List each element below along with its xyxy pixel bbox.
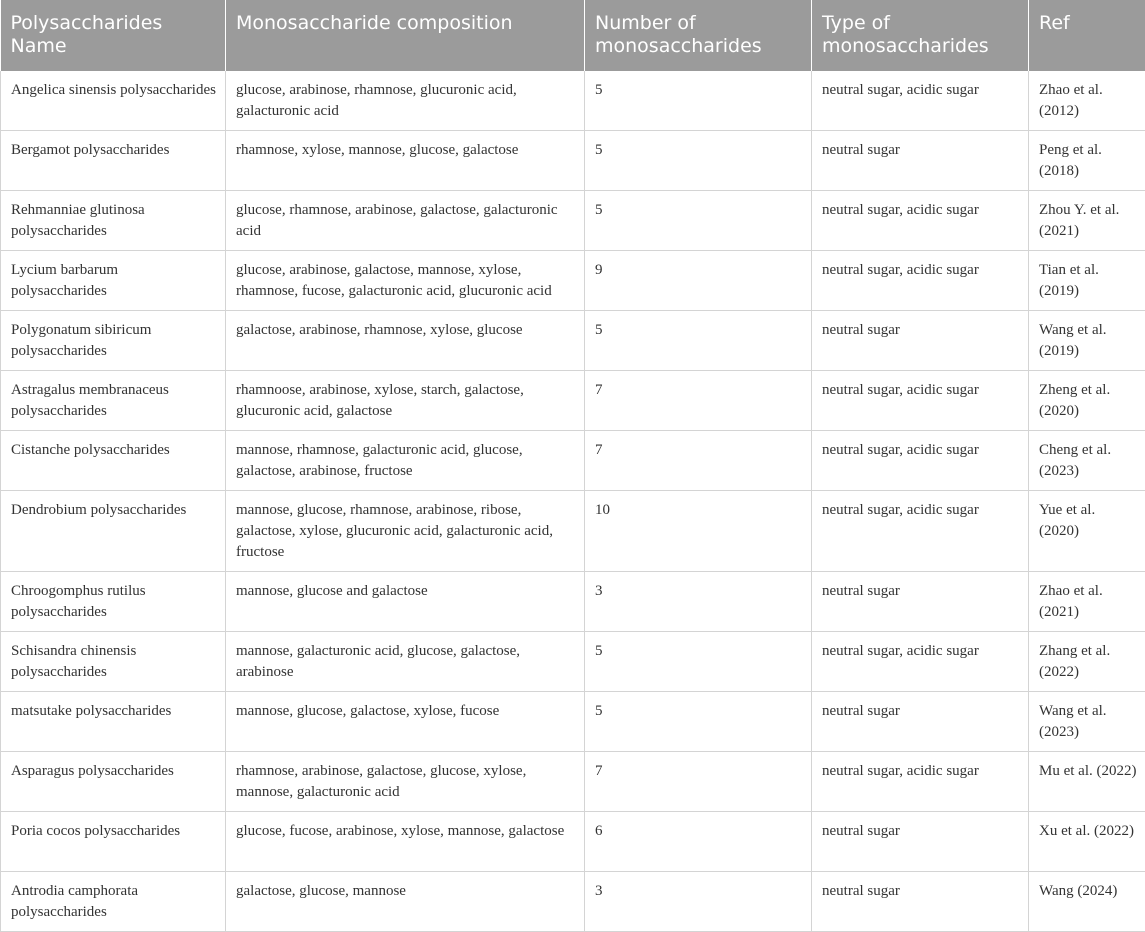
cell-type: neutral sugar (812, 311, 1029, 371)
cell-count: 7 (585, 371, 812, 431)
cell-composition: glucose, arabinose, rhamnose, glucuronic acid, galacturonic acid (226, 71, 585, 131)
cell-ref: Zhou Y. et al. (2021) (1029, 191, 1145, 251)
cell-name: Rehmanniae glutinosa polysaccharides (1, 191, 226, 251)
cell-name: Angelica sinensis polysaccharides (1, 71, 226, 131)
header-type-of-monosaccharides: Type of monosaccharides (812, 0, 1029, 71)
cell-composition: rhamnoose, arabinose, xylose, starch, galactose, glucuronic acid, galactose (226, 371, 585, 431)
cell-type: neutral sugar (812, 692, 1029, 752)
cell-name: Lycium barbarum polysaccharides (1, 251, 226, 311)
cell-ref: Wang (2024) (1029, 872, 1145, 932)
table-row (1, 191, 1145, 251)
table-row (1, 632, 1145, 692)
cell-type: neutral sugar (812, 872, 1029, 932)
cell-name: Dendrobium polysaccharides (1, 491, 226, 572)
cell-ref: Tian et al. (2019) (1029, 251, 1145, 311)
cell-name: Cistanche polysaccharides (1, 431, 226, 491)
cell-composition: glucose, fucose, arabinose, xylose, mannose, galactose (226, 812, 585, 872)
table-row (1, 692, 1145, 752)
cell-composition: rhamnose, xylose, mannose, glucose, galactose (226, 131, 585, 191)
cell-count: 5 (585, 692, 812, 752)
cell-composition: mannose, rhamnose, galacturonic acid, glucose, galactose, arabinose, fructose (226, 431, 585, 491)
table-row (1, 431, 1145, 491)
table-body (1, 71, 1145, 932)
cell-type: neutral sugar, acidic sugar (812, 491, 1029, 572)
cell-count: 7 (585, 752, 812, 812)
cell-count: 3 (585, 572, 812, 632)
cell-count: 7 (585, 431, 812, 491)
cell-count: 5 (585, 632, 812, 692)
table-row (1, 311, 1145, 371)
cell-name: Bergamot polysaccharides (1, 131, 226, 191)
table-row (1, 371, 1145, 431)
cell-type: neutral sugar, acidic sugar (812, 431, 1029, 491)
cell-ref: Wang et al. (2019) (1029, 311, 1145, 371)
table-row (1, 491, 1145, 572)
table-row (1, 251, 1145, 311)
cell-composition: glucose, rhamnose, arabinose, galactose, galacturonic acid (226, 191, 585, 251)
cell-composition: mannose, glucose, rhamnose, arabinose, ribose, galactose, xylose, glucuronic acid, galacturonic acid, fructose (226, 491, 585, 572)
cell-ref: Zhao et al. (2021) (1029, 572, 1145, 632)
cell-type: neutral sugar, acidic sugar (812, 251, 1029, 311)
cell-name: Schisandra chinensis polysaccharides (1, 632, 226, 692)
cell-ref: Mu et al. (2022) (1029, 752, 1145, 812)
table-row (1, 131, 1145, 191)
cell-name: Poria cocos polysaccharides (1, 812, 226, 872)
cell-count: 10 (585, 491, 812, 572)
table-header (1, 0, 1145, 71)
cell-ref: Zhao et al. (2012) (1029, 71, 1145, 131)
cell-ref: Zheng et al. (2020) (1029, 371, 1145, 431)
cell-composition: mannose, galacturonic acid, glucose, galactose, arabinose (226, 632, 585, 692)
cell-type: neutral sugar, acidic sugar (812, 71, 1029, 131)
header-monosaccharide-composition: Monosaccharide composition (226, 0, 585, 71)
table-row (1, 572, 1145, 632)
table-row (1, 71, 1145, 131)
cell-ref: Yue et al. (2020) (1029, 491, 1145, 572)
cell-count: 5 (585, 191, 812, 251)
cell-composition: galactose, glucose, mannose (226, 872, 585, 932)
cell-name: Asparagus polysaccharides (1, 752, 226, 812)
cell-composition: rhamnose, arabinose, galactose, glucose, xylose, mannose, galacturonic acid (226, 752, 585, 812)
cell-ref: Zhang et al. (2022) (1029, 632, 1145, 692)
cell-composition: galactose, arabinose, rhamnose, xylose, glucose (226, 311, 585, 371)
cell-count: 5 (585, 71, 812, 131)
cell-name: matsutake polysaccharides (1, 692, 226, 752)
cell-ref: Wang et al. (2023) (1029, 692, 1145, 752)
cell-count: 9 (585, 251, 812, 311)
cell-composition: mannose, glucose, galactose, xylose, fucose (226, 692, 585, 752)
cell-name: Astragalus membranaceus polysaccharides (1, 371, 226, 431)
cell-type: neutral sugar (812, 131, 1029, 191)
cell-composition: glucose, arabinose, galactose, mannose, xylose, rhamnose, fucose, galacturonic acid, glucuronic acid (226, 251, 585, 311)
cell-count: 6 (585, 812, 812, 872)
cell-ref: Cheng et al. (2023) (1029, 431, 1145, 491)
header-polysaccharides-name: Polysaccharides Name (1, 0, 226, 71)
header-ref: Ref (1029, 0, 1145, 71)
cell-type: neutral sugar, acidic sugar (812, 632, 1029, 692)
cell-count: 3 (585, 872, 812, 932)
cell-ref: Peng et al. (2018) (1029, 131, 1145, 191)
cell-type: neutral sugar, acidic sugar (812, 371, 1029, 431)
table-row (1, 752, 1145, 812)
header-number-of-monosaccharides: Number of monosaccharides (585, 0, 812, 71)
cell-name: Antrodia camphorata polysaccharides (1, 872, 226, 932)
cell-ref: Xu et al. (2022) (1029, 812, 1145, 872)
cell-type: neutral sugar, acidic sugar (812, 752, 1029, 812)
cell-type: neutral sugar (812, 572, 1029, 632)
cell-type: neutral sugar, acidic sugar (812, 191, 1029, 251)
cell-count: 5 (585, 311, 812, 371)
cell-composition: mannose, glucose and galactose (226, 572, 585, 632)
table-row (1, 812, 1145, 872)
table-row (1, 872, 1145, 932)
cell-type: neutral sugar (812, 812, 1029, 872)
cell-name: Polygonatum sibiricum polysaccharides (1, 311, 226, 371)
cell-name: Chroogomphus rutilus polysaccharides (1, 572, 226, 632)
cell-count: 5 (585, 131, 812, 191)
header-row (1, 0, 1145, 71)
